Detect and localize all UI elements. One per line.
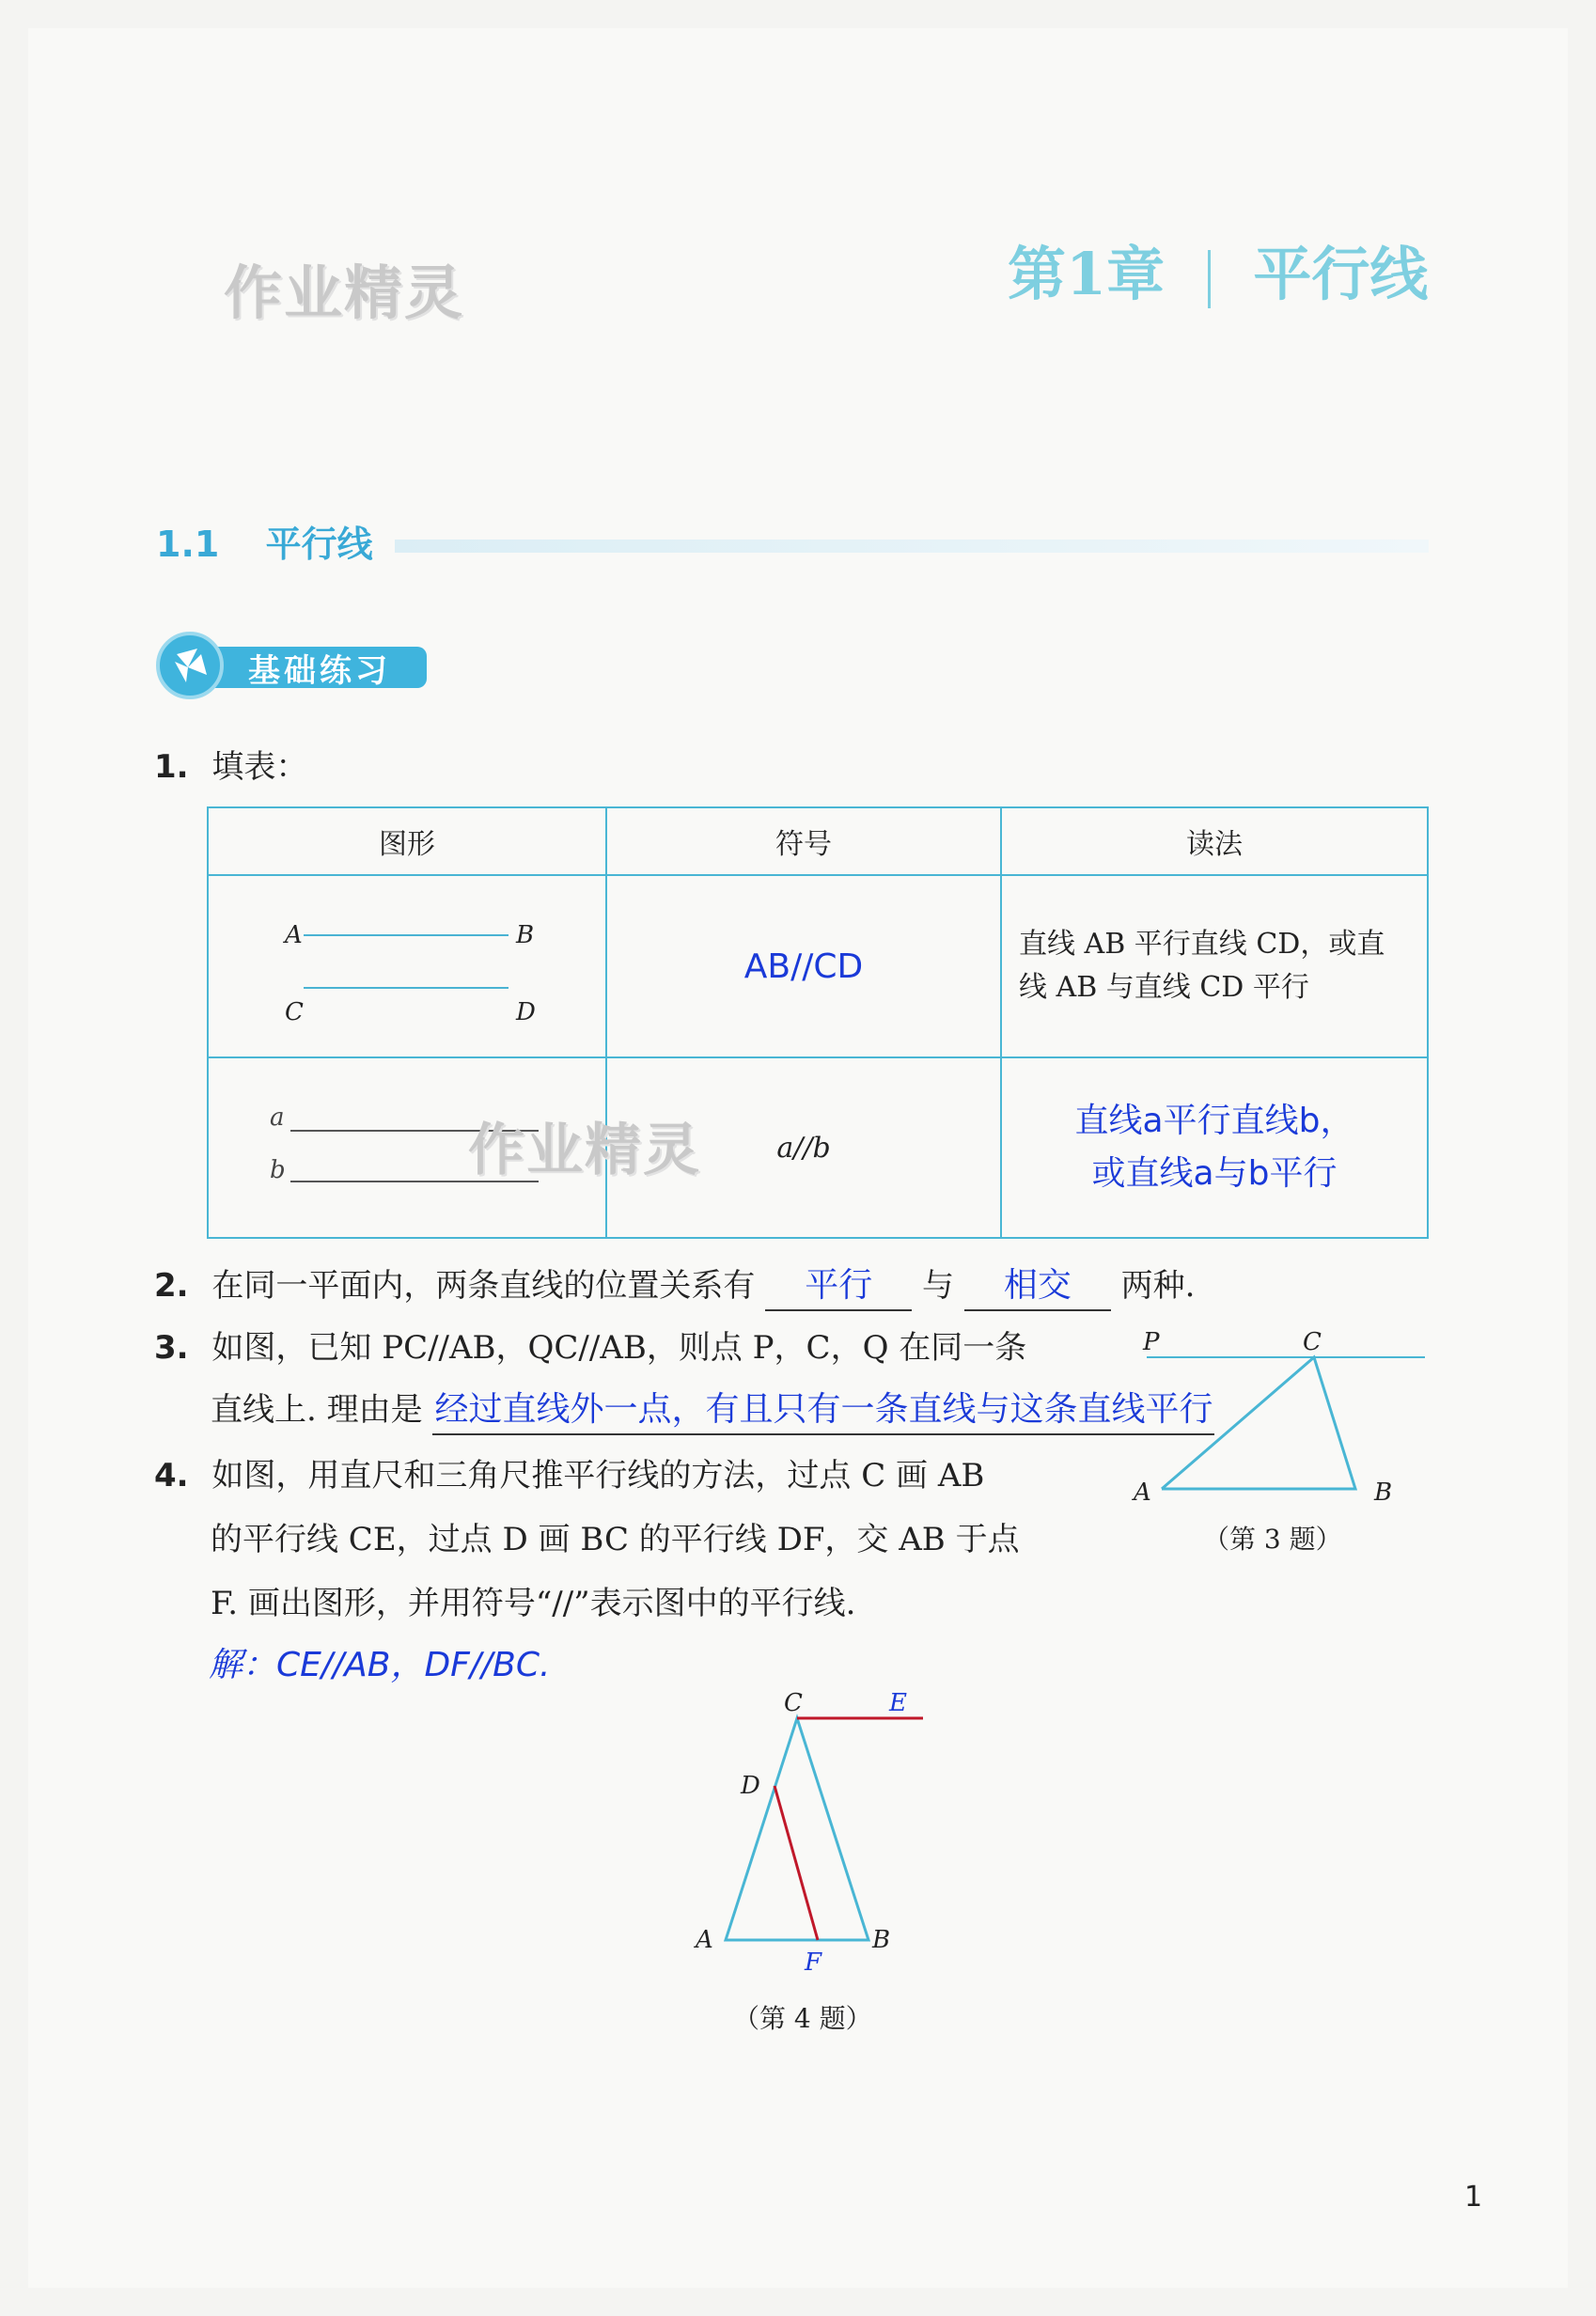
reading-line-1: 直线a平行直线b， [1074,1102,1354,1140]
label-B: B [516,921,535,949]
label-C: C [285,998,304,1026]
label-P: P [1143,1328,1160,1356]
q4-solution: 解：CE//AB，DF//BC. [209,1646,551,1684]
label-F: F [805,1948,822,1974]
label-a: a [270,1103,285,1132]
watermark-top: 作业精灵 [224,258,465,327]
label-D: D [741,1772,760,1800]
section-rule [395,540,1429,553]
label-A: A [696,1926,713,1954]
q2-text-mid: 与 [922,1267,955,1305]
label-B: B [872,1926,891,1954]
q3-number: 3. [154,1329,189,1367]
table-header-reading: 读法 [1001,807,1428,875]
q2-text-before: 在同一平面内，两条直线的位置关系有 [211,1267,756,1305]
q1-prompt [154,735,307,799]
q2 [154,1254,1195,1318]
label-b: b [270,1156,286,1184]
section-number: 1.1 [156,524,220,565]
table-cell-figure [208,875,606,1057]
table-cell-symbol: a//b [606,1057,1001,1238]
q2-number: 2. [154,1267,189,1305]
q3-text-1: 如图，已知 PC//AB，QC//AB，则点 P，C，Q 在同一条 [211,1329,1027,1367]
table-row [208,1057,1428,1238]
q4-line-1 [154,1444,984,1508]
table-cell-reading [1001,1057,1428,1238]
q4-line-2: 的平行线 CE，过点 D 画 BC 的平行线 DF，交 AB 于点 [211,1521,1020,1558]
chapter-number: 第1章 [1008,240,1166,308]
q4-caption: （第 4 题） [733,2003,872,2034]
page-number: 1 [1464,2181,1483,2214]
badge-label: 基础练习 [248,652,391,690]
q4-line-3: F. 画出图形，并用符号“//”表示图中的平行线. [211,1585,856,1622]
chapter-heading [1008,227,1428,311]
q4-text-1: 如图，用直尺和三角尺推平行线的方法，过点 C 画 AB [211,1457,985,1494]
section-heading [156,515,373,567]
label-A: A [1134,1479,1151,1500]
table-header-row [208,807,1428,875]
q3-figure [1109,1322,1429,1500]
chapter-title: 平行线 [1253,240,1429,308]
chapter-divider [1208,250,1211,308]
q1-table [207,806,1429,1239]
badge-circle-icon [156,632,224,699]
label-B: B [1374,1479,1393,1500]
q2-answer-2: 相交 [964,1262,1111,1311]
q4-number: 4. [154,1457,189,1494]
table-header-figure: 图形 [208,807,606,875]
label-A: A [285,921,303,949]
q2-answer-1: 平行 [765,1262,912,1311]
q3-line-2 [211,1378,1214,1442]
section-title: 平行线 [265,524,373,565]
table-cell-symbol: AB//CD [606,875,1001,1057]
label-C: C [1303,1328,1322,1356]
q3-line-1 [154,1316,1026,1380]
aperture-icon [160,635,220,696]
label-C: C [784,1689,803,1717]
reading-line-2: 或直线a与b平行 [1091,1154,1338,1193]
label-D: D [516,998,536,1026]
q3-text-2: 直线上. 理由是 [211,1391,423,1429]
table-cell-reading: 直线 AB 平行直线 CD，或直线 AB 与直线 CD 平行 [1001,875,1428,1057]
watermark-table: 作业精灵 [468,1118,701,1183]
table-row [208,875,1428,1057]
q2-text-after: 两种. [1120,1267,1196,1305]
q3-answer: 经过直线外一点，有且只有一条直线与这条直线平行 [432,1386,1214,1435]
q3-caption: （第 3 题） [1203,1524,1342,1555]
q1-text: 填表： [211,748,308,786]
q1-number: 1. [154,748,189,786]
table-cell-figure [208,1057,701,1238]
q4-figure [686,1682,931,1974]
table-header-symbol: 符号 [606,807,1001,875]
label-E: E [889,1689,907,1717]
exercise-badge [156,632,429,699]
parallel-lines-ab-cd-figure [210,877,604,1052]
